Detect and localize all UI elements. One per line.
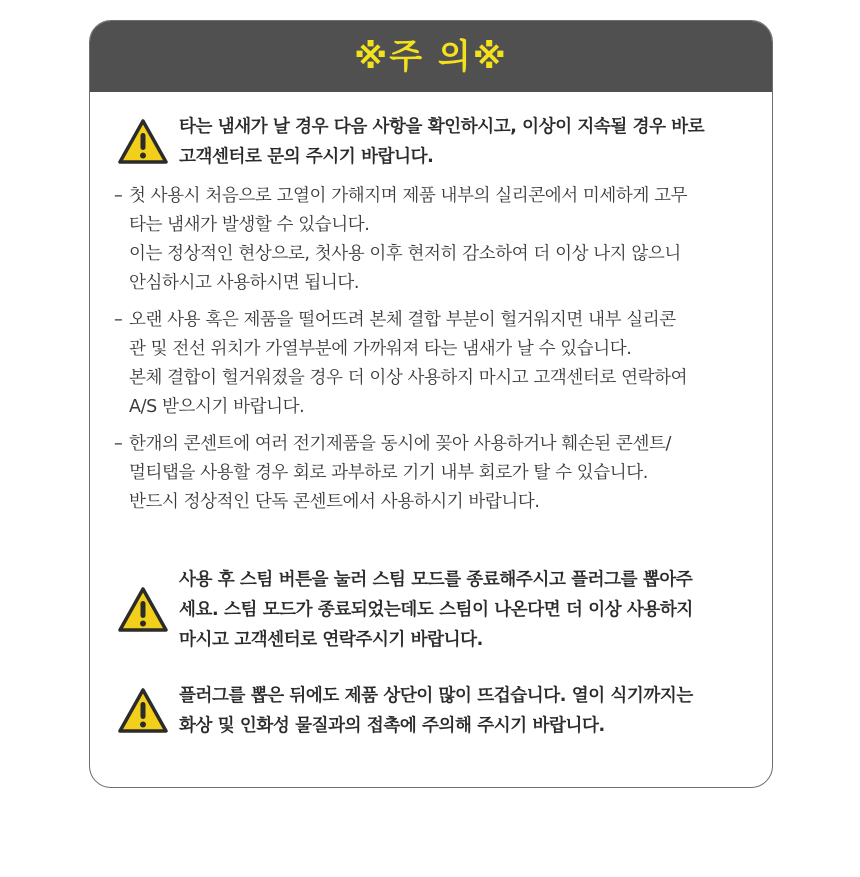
note-dash: – [114,186,123,206]
caution-title: ※주 의※ [354,36,508,77]
warning-block-2 [117,565,693,655]
note-1-line-1: 첫 사용시 처음으로 고열이 가해지며 제품 내부의 실리콘에서 미세하게 고무 [129,186,688,206]
note-2-line-1: 오랜 사용 혹은 제품을 떨어뜨려 본체 결합 부분이 헐거워지면 내부 실리콘 [129,310,676,330]
note-3-line-3: 반드시 정상적인 단독 콘센트에서 사용하시기 바랍니다. [129,492,540,512]
warning-2-line-2: 세요. 스팀 모드가 종료되었는데도 스팀이 나온다면 더 이상 사용하지 [179,600,693,620]
note-1-line-2: 타는 냄새가 발생할 수 있습니다. [129,215,370,235]
note-item-3 [114,430,754,517]
warning-1-line-1: 타는 냄새가 날 경우 다음 사항을 확인하시고, 이상이 지속될 경우 바로 [179,117,705,137]
note-3-line-2: 멀티탭을 사용할 경우 회로 과부하로 기기 내부 회로가 탈 수 있습니다. [129,463,648,483]
warning-block-3 [117,681,693,741]
warning-2-line-1: 사용 후 스팀 버튼을 눌러 스팀 모드를 종료해주시고 플러그를 뽑아주 [179,570,693,590]
note-1-line-4: 안심하시고 사용하시면 됩니다. [129,273,360,293]
warning-1-line-2: 고객센터로 문의 주시기 바랍니다. [179,147,434,167]
note-item-1 [114,182,754,298]
warning-2-line-3: 마시고 고객센터로 연락주시기 바랍니다. [179,630,483,650]
caution-card [89,20,773,788]
warning-triangle-icon [117,687,169,735]
note-2-line-3: 본체 결합이 헐거워졌을 경우 더 이상 사용하지 마시고 고객센터로 연락하여 [129,368,688,388]
note-item-2 [114,306,754,422]
note-2-line-2: 관 및 전선 위치가 가열부분에 가까워져 타는 냄새가 날 수 있습니다. [129,339,632,359]
note-3-line-1: 한개의 콘센트에 여러 전기제품을 동시에 꽂아 사용하거나 훼손된 콘센트/ [129,434,671,454]
warning-3-line-1: 플러그를 뽑은 뒤에도 제품 상단이 많이 뜨겁습니다. 열이 식기까지는 [179,686,693,706]
caution-header [90,21,772,92]
warning-triangle-icon [117,118,169,166]
note-dash: – [114,434,123,454]
note-2-line-4: A/S 받으시기 바랍니다. [129,397,305,417]
note-dash: – [114,310,123,330]
notes-list [114,182,754,525]
note-1-line-3: 이는 정상적인 현상으로, 첫사용 이후 현저히 감소하여 더 이상 나지 않으니 [129,244,681,264]
warning-block-1 [117,112,704,172]
warning-3-line-2: 화상 및 인화성 물질과의 접촉에 주의해 주시기 바랍니다. [179,716,605,736]
warning-triangle-icon [117,586,169,634]
